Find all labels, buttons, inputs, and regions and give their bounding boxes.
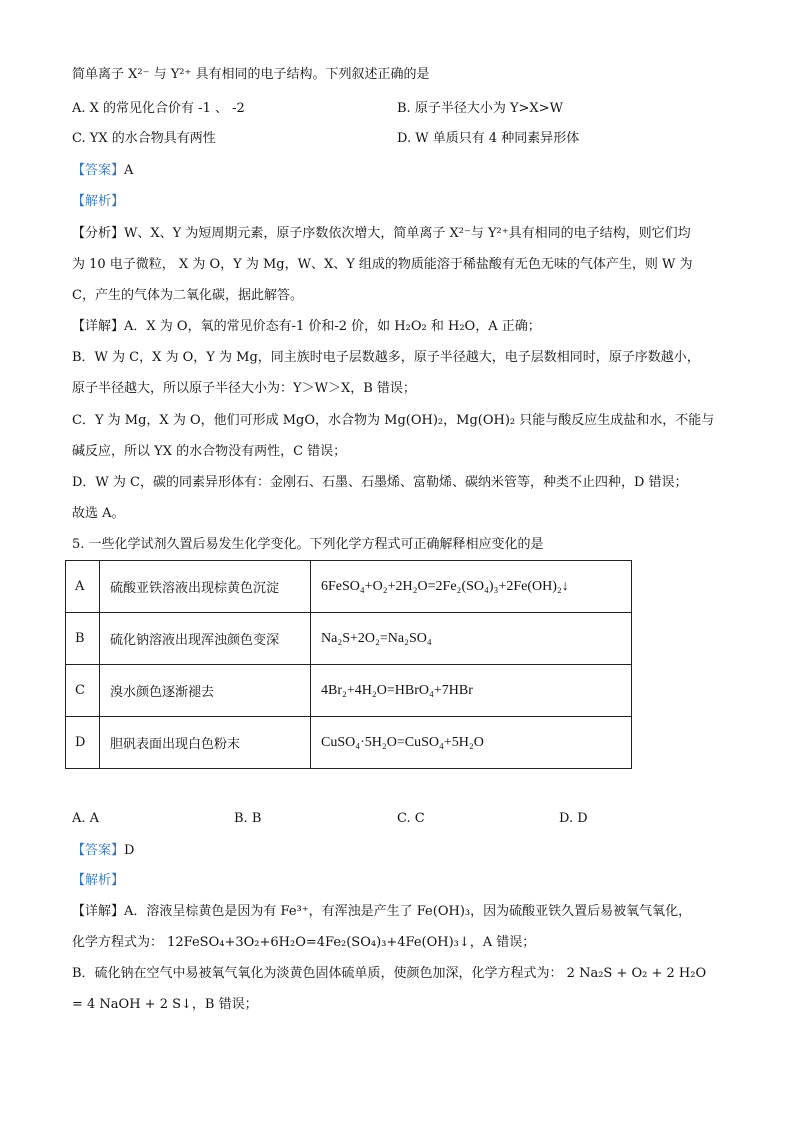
- q5-analysis-tag: 【解析】: [72, 873, 125, 888]
- q4-conclusion: 故选 A。: [72, 506, 125, 521]
- row-description: 溴水颜色逐渐褪去: [100, 665, 311, 717]
- q4-fenxi-line-2: 为 10 电子微粒， X 为 O，Y 为 Mg，W、X、Y 组成的物质能溶于稀盐酸有无色无味的气体产生，则 W 为: [72, 257, 693, 272]
- fenxi-tag: 【分析】: [72, 226, 125, 241]
- row-key: A: [66, 561, 100, 613]
- q4-detail-c2: 碱反应，所以 YX 的水合物没有两性，C 错误；: [72, 444, 347, 459]
- table-row: [66, 717, 632, 769]
- answer-tag: 【答案】: [72, 163, 125, 178]
- fenxi-text-1: W、X、Y 为短周期元素，原子序数依次增大，简单离子 X²⁻与 Y²⁺具有相同的电子结构，则它们均: [124, 226, 691, 241]
- answer-tag: 【答案】: [72, 843, 125, 858]
- q5-option-d: D. D: [559, 811, 588, 826]
- q5-answer-value: D: [124, 843, 135, 858]
- q4-detail-a: [72, 318, 541, 336]
- q4-option-d: D. W 单质只有 4 种同素异形体: [397, 131, 580, 146]
- q4-fenxi-line-3: C，产生的气体为二氧化碳，据此解答。: [72, 288, 303, 303]
- detail-tag: 【详解】: [72, 904, 125, 919]
- q5-answer-line: [72, 842, 134, 860]
- q4-stem: 简单离子 X²⁻ 与 Y²⁺ 具有相同的电子结构。下列叙述正确的是: [72, 67, 430, 82]
- row-key: C: [66, 665, 100, 717]
- q4-answer-value: A: [124, 163, 134, 178]
- detail-tag: 【详解】: [72, 319, 125, 334]
- row-description: 硫化钠溶液出现浑浊颜色变深: [100, 613, 311, 665]
- row-description: 胆矾表面出现白色粉末: [100, 717, 311, 769]
- q4-detail-b2: 原子半径越大，所以原子半径大小为：Y＞W＞X，B 错误；: [72, 381, 416, 396]
- q4-option-c: C. YX 的水合物具有两性: [72, 131, 216, 146]
- q5-detail-a1: [72, 903, 691, 921]
- row-equation: 6FeSO₄+O₂+2H₂O=2Fe₂(SO₄)₃+2Fe(OH)₂↓: [311, 561, 632, 613]
- table-row: [66, 561, 632, 613]
- row-key: D: [66, 717, 100, 769]
- q5-option-a: A. A: [72, 811, 100, 826]
- q4-detail-d: D．W 为 C，碳的同素异形体有：金刚石、石墨、石墨烯、富勒烯、碳纳米管等，种类不止四种，D 错误；: [72, 475, 688, 490]
- q5-detail-a2: 化学方程式为： 12FeSO₄+3O₂+6H₂O=4Fe₂(SO₄)₃+4Fe(OH)₃↓，A 错误；: [72, 935, 536, 950]
- table-row: [66, 665, 632, 717]
- q4-fenxi-line-1: [72, 225, 691, 243]
- q5-detail-b1: B．硫化钠在空气中易被氧气氧化为淡黄色固体硫单质，使颜色加深，化学方程式为： 2 Na₂S + O₂ + 2 H₂O: [72, 966, 707, 981]
- row-equation: 4Br₂+4H₂O=HBrO₄+7HBr: [311, 665, 632, 717]
- q4-analysis-tag: 【解析】: [72, 194, 125, 209]
- q5-detail-a1-text: A．溶液呈棕黄色是因为有 Fe³⁺，有浑浊是产生了 Fe(OH)₃，因为硫酸亚铁久置后易被氧气氧化，: [124, 904, 692, 919]
- row-equation: Na₂S+2O₂=Na₂SO₄: [311, 613, 632, 665]
- q4-detail-b1: B．W 为 C，X 为 O，Y 为 Mg，同主族时电子层数越多，原子半径越大，电子层数相同时，原子序数越小，: [72, 350, 700, 365]
- q5-table: [65, 560, 632, 769]
- q4-option-a: A. X 的常见化合价有 -1 、 -2: [72, 101, 245, 116]
- q4-detail-c1: C．Y 为 Mg，X 为 O，他们可形成 MgO，水合物为 Mg(OH)₂，Mg(OH)₂ 只能与酸反应生成盐和水，不能与: [72, 413, 715, 428]
- table-row: [66, 613, 632, 665]
- row-key: B: [66, 613, 100, 665]
- q5-stem: 5. 一些化学试剂久置后易发生化学变化。下列化学方程式可正确解释相应变化的是: [72, 537, 544, 552]
- q5-detail-b2: = 4 NaOH + 2 S↓，B 错误；: [72, 997, 258, 1012]
- q4-answer-line: [72, 162, 133, 180]
- q5-option-c: C. C: [397, 811, 425, 826]
- q4-detail-a-text: A．X 为 O，氧的常见价态有-1 价和-2 价，如 H₂O₂ 和 H₂O，A 正确；: [124, 319, 541, 334]
- q5-option-b: B. B: [234, 811, 262, 826]
- row-equation: CuSO₄·5H₂O=CuSO₄+5H₂O: [311, 717, 632, 769]
- q4-option-b: B. 原子半径大小为 Y>X>W: [397, 101, 563, 116]
- row-description: 硫酸亚铁溶液出现棕黄色沉淀: [100, 561, 311, 613]
